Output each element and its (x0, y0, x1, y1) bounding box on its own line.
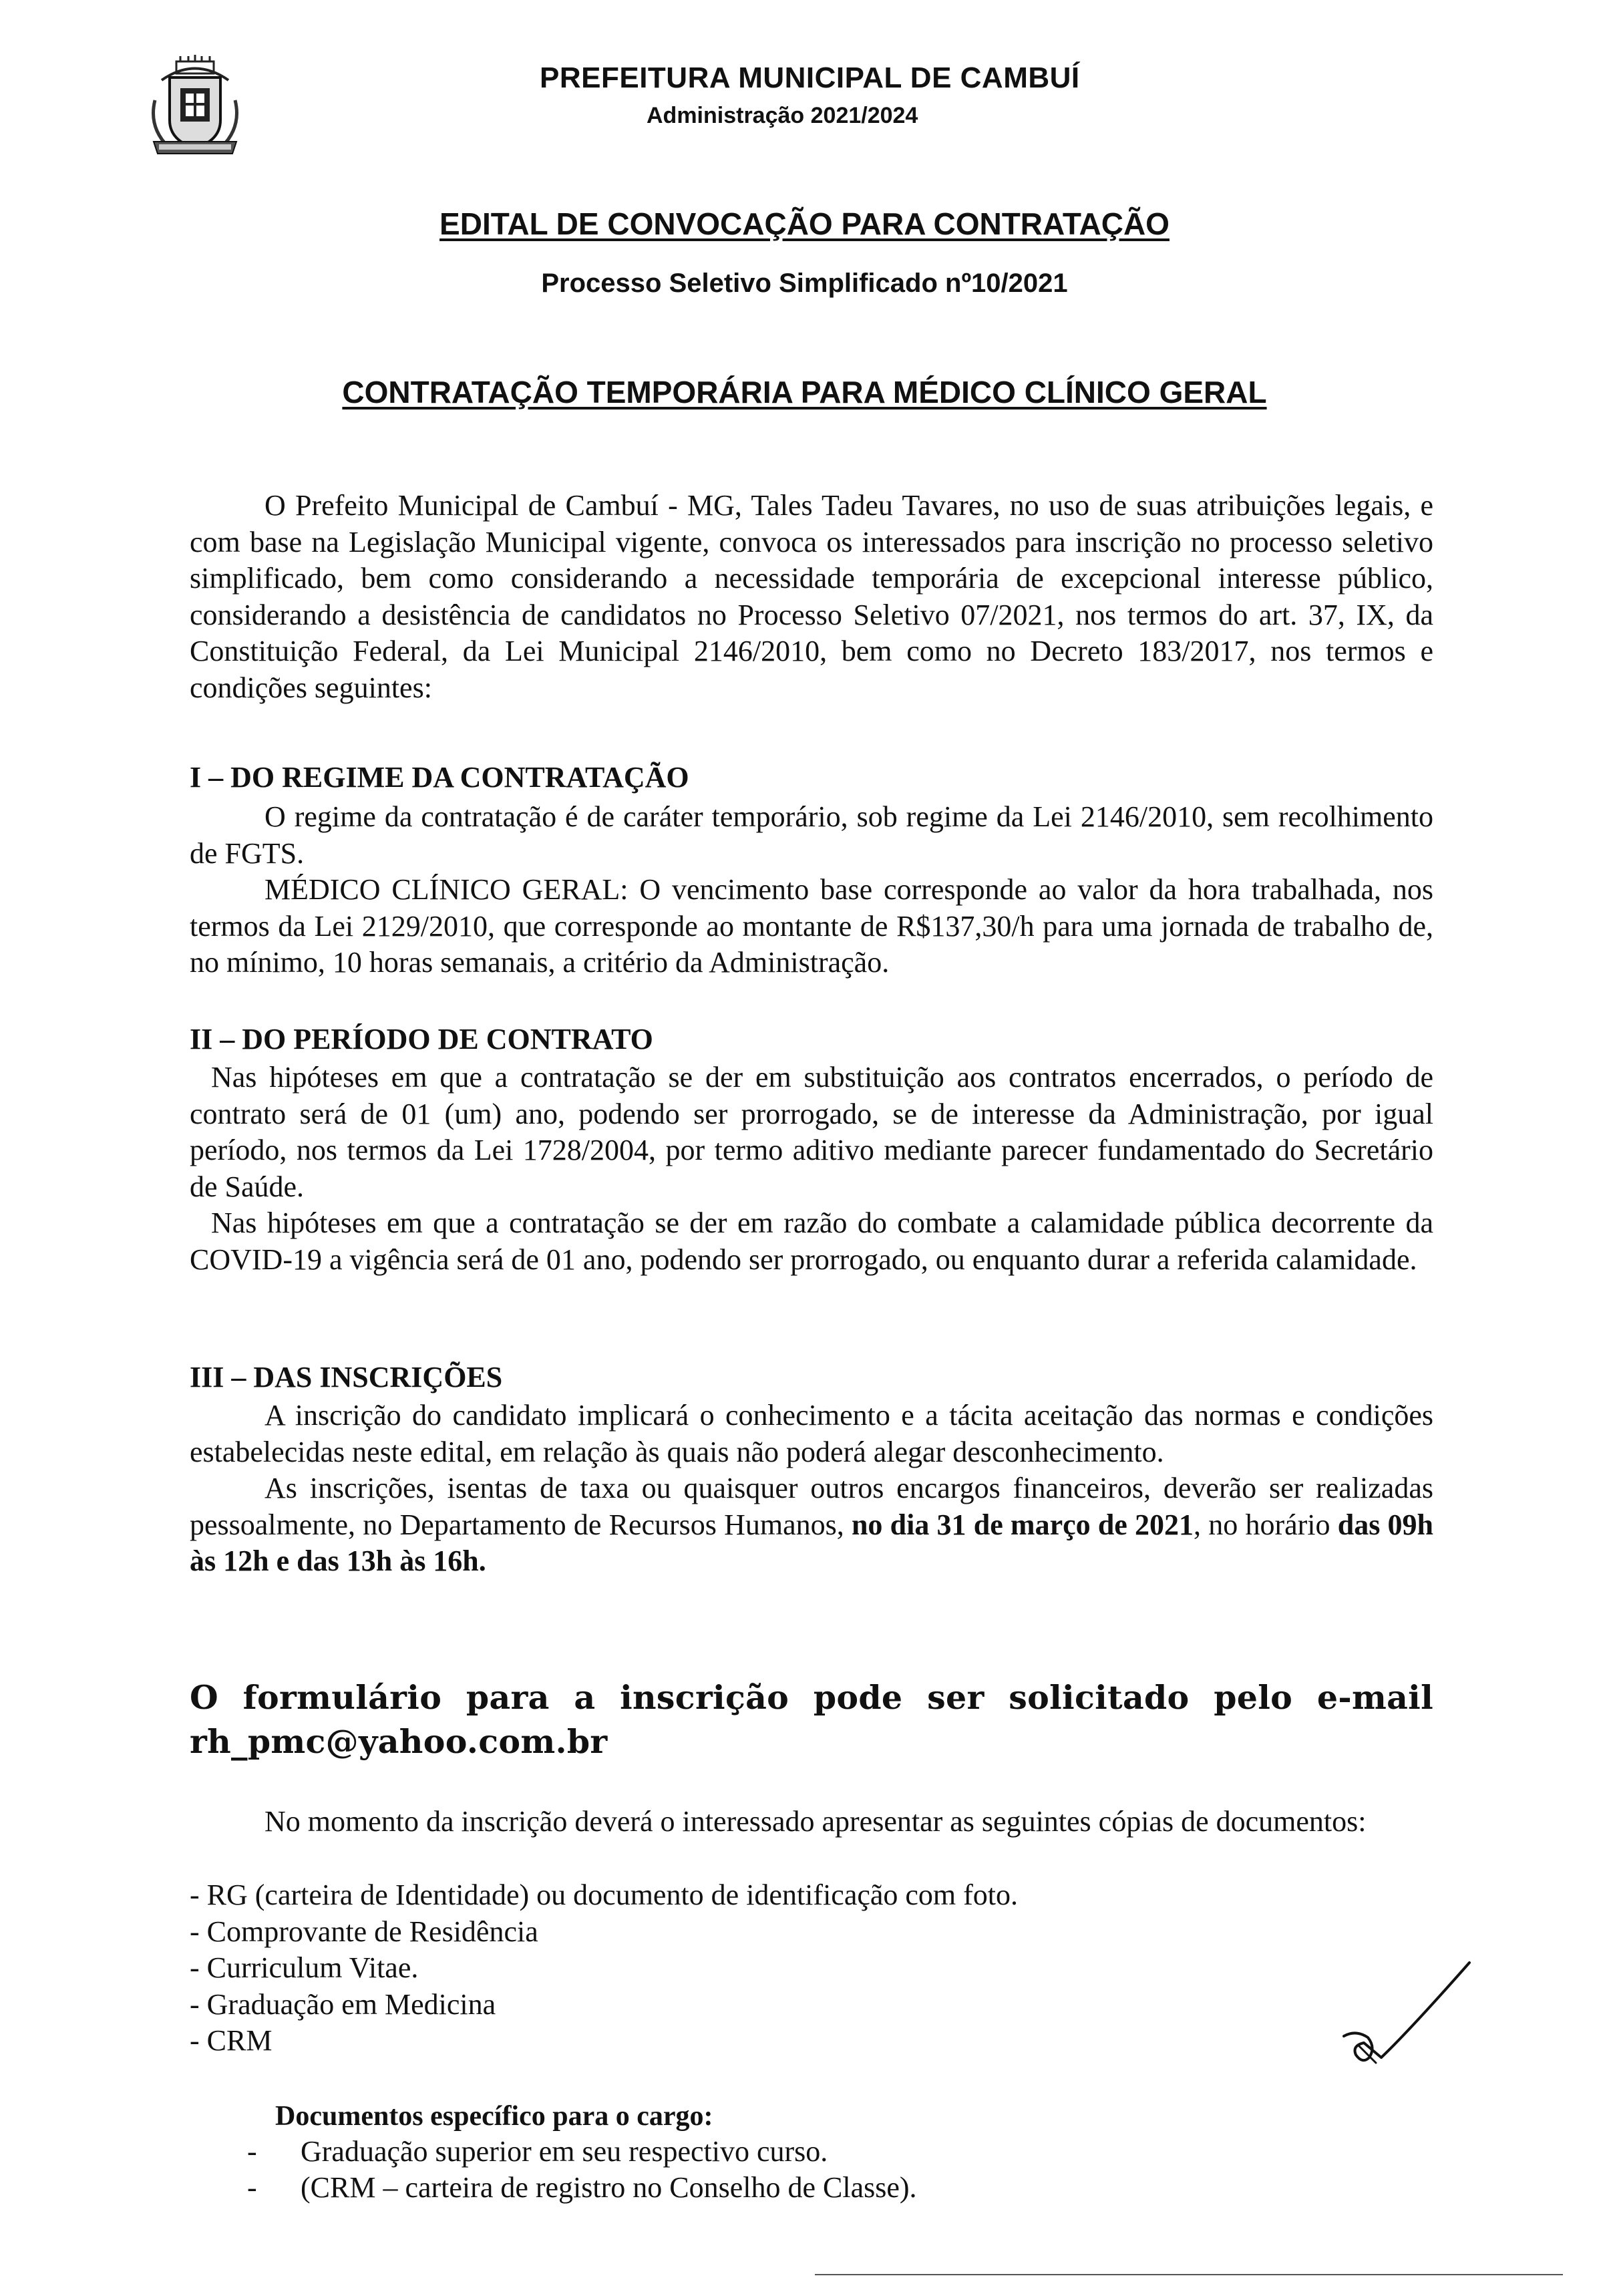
intro-text: O Prefeito Municipal de Cambuí - MG, Tales Tadeu Tavares, no uso de suas atribuições legais, e com base na Legislação Municipal vigente, convoca os interessados para inscrição no processo seletivo simplificado, bem como considerando a necessidade temporária de excepcional interesse público, considerando a desistência de candidatos no Processo Seletivo 07/2021, nos termos do art. 37, IX, da Constituição Federal, da Lei Municipal 2146/2010, bem como no Decreto 183/2017, nos termos e condições seguintes: (190, 489, 1433, 704)
municipality-title: PREFEITURA MUNICIPAL DE CAMBUÍ (540, 61, 1080, 94)
section-3-body (190, 1398, 1433, 1580)
signature-mark (1329, 1957, 1483, 2084)
bullet: - (247, 2171, 257, 2204)
list-item: - CRM (190, 2024, 273, 2057)
bullet: - (247, 2135, 257, 2168)
administration-period: Administração 2021/2024 (647, 103, 918, 128)
form-request-note: O formulário para a inscrição pode ser solicitado pelo e-mail rh_pmc@yahoo.com.br (190, 1678, 1433, 1761)
section-1-paragraph-1: O regime da contratação é de caráter temporário, sob regime da Lei 2146/2010, sem recolhimento de FGTS. (190, 800, 1433, 870)
specific-documents-heading: Documentos específico para o cargo: (275, 2101, 713, 2132)
registration-date: no dia 31 de março de 2021 (844, 1508, 1194, 1541)
list-item: - Comprovante de Residência (190, 1915, 538, 1948)
list-item (247, 2134, 917, 2170)
intro-paragraph (190, 488, 1433, 706)
list-item (247, 2170, 917, 2206)
section-3-paragraph-2 (190, 1470, 1433, 1580)
list-item-text: Graduação superior em seu respectivo curso. (301, 2135, 828, 2168)
list-item: - Graduação em Medicina (190, 1987, 496, 2021)
specific-documents-list (247, 2134, 917, 2206)
section-2-paragraph-2: Nas hipóteses em que a contratação se der em razão do combate a calamidade pública decorrente da COVID-19 a vigência será de 01 ano, podendo ser prorrogado, ou enquanto durar a referida calamidade. (190, 1206, 1433, 1276)
registration-time-label: , no horário (1194, 1508, 1338, 1541)
section-3-heading: III – DAS INSCRIÇÕES (190, 1361, 503, 1393)
subject-title: CONTRATAÇÃO TEMPORÁRIA PARA MÉDICO CLÍNICO GERAL (342, 375, 1267, 409)
list-item-text: (CRM – carteira de registro no Conselho de Classe). (301, 2171, 917, 2204)
section-1-paragraph-2: MÉDICO CLÍNICO GERAL: O vencimento base corresponde ao valor da hora trabalhada, nos termos da Lei 2129/2010, que corresponde ao montante de R$137,30/h para uma jornada de trabalho de, no mínimo, 10 horas semanais, a critério da Administração. (190, 873, 1433, 979)
registration-hours: das 09h às 12h e das 13h às 16h. (190, 1508, 1433, 1577)
section-3-paragraph-1: A inscrição do candidato implicará o conhecimento e a tácita aceitação das normas e condições estabelecidas neste edital, em relação às quais não poderá alegar desconhecimento. (190, 1399, 1433, 1468)
footer-rule (815, 2274, 1563, 2275)
section-2-body (190, 1059, 1433, 1278)
section-2-heading: II – DO PERÍODO DE CONTRATO (190, 1023, 653, 1055)
list-item: - Curriculum Vitae. (190, 1951, 419, 1984)
registration-text: As inscrições, isentas de taxa ou quaisquer outros encargos financeiros, deverão ser realizadas pessoalmente, no Departamento de Recursos Humanos, (190, 1472, 1433, 1541)
list-item: - RG (carteira de Identidade) ou documento de identificação com foto. (190, 1878, 1019, 1911)
section-1-heading: I – DO REGIME DA CONTRATAÇÃO (190, 761, 689, 794)
documents-list (190, 1877, 1018, 2060)
edict-title: EDITAL DE CONVOCAÇÃO PARA CONTRATAÇÃO (439, 206, 1170, 241)
documents-intro: No momento da inscrição deverá o interessado apresentar as seguintes cópias de documentos: (264, 1805, 1367, 1838)
municipal-crest-icon (142, 53, 248, 160)
process-number: Processo Seletivo Simplificado nº10/2021 (541, 269, 1068, 298)
documents-intro-block (190, 1804, 1433, 1840)
section-1-body (190, 799, 1433, 981)
section-2-paragraph-1: Nas hipóteses em que a contratação se der em substituição aos contratos encerrados, o período de contrato será de 01 (um) ano, podendo ser prorrogado, se de interesse da Administração, por igual período, nos termos da Lei 1728/2004, por termo aditivo mediante parecer fundamentado do Secretário de Saúde. (190, 1061, 1433, 1203)
